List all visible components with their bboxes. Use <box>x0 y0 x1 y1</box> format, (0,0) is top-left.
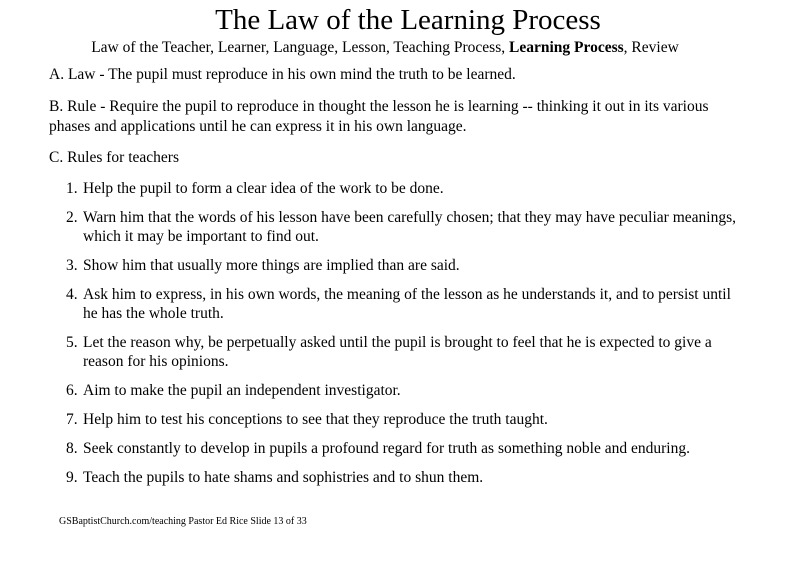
rule-text: Help him to test his conceptions to see that they reproduce the truth taught. <box>83 411 548 428</box>
rule-number: 4. <box>66 286 78 303</box>
lesson-navigation-before: Law of the Teacher, Learner, Language, Lesson, Teaching Process, <box>91 39 509 56</box>
rule-item <box>66 468 746 487</box>
rule-item <box>66 439 746 458</box>
rule-text: Let the reason why, be perpetually asked until the pupil is brought to feel that he is expected to give a reason for his opinions. <box>83 334 712 370</box>
rule-number: 2. <box>66 209 78 226</box>
rule-text: Warn him that the words of his lesson have been carefully chosen; that they may have peculiar meanings, which it may be important to find out. <box>83 209 736 245</box>
lesson-navigation <box>0 38 770 58</box>
slide-footer: GSBaptistChurch.com/teaching Pastor Ed Rice Slide 13 of 33 <box>59 516 307 527</box>
rule-number: 6. <box>66 382 78 399</box>
rule-statement: B. Rule - Require the pupil to reproduce in thought the lesson he is learning -- thinking it out in its various phases and applications until he can express it in his own language. <box>49 98 709 135</box>
rule-item <box>66 381 746 400</box>
rule-number: 8. <box>66 440 78 457</box>
rule-text: Help the pupil to form a clear idea of the work to be done. <box>83 180 444 197</box>
rule-text: Show him that usually more things are implied than are said. <box>83 257 460 274</box>
rule-item <box>66 256 746 275</box>
page-title: The Law of the Learning Process <box>215 4 601 36</box>
rule-text: Teach the pupils to hate shams and sophistries and to shun them. <box>83 469 484 486</box>
rules-heading: C. Rules for teachers <box>49 149 179 166</box>
rule-text: Seek constantly to develop in pupils a profound regard for truth as something noble and enduring. <box>83 440 690 457</box>
rule-item <box>66 285 746 323</box>
rule-text: Aim to make the pupil an independent investigator. <box>83 382 401 399</box>
law-statement: A. Law - The pupil must reproduce in his own mind the truth to be learned. <box>49 66 516 83</box>
rule-item <box>66 208 746 246</box>
rule-number: 1. <box>66 180 78 197</box>
rule-item <box>66 179 746 198</box>
lesson-navigation-current: Learning Process <box>509 39 624 56</box>
rules-list <box>66 179 746 497</box>
rule-number: 9. <box>66 469 78 486</box>
rule-item <box>66 410 746 429</box>
rule-number: 5. <box>66 334 78 351</box>
rule-item <box>66 333 746 371</box>
rule-number: 3. <box>66 257 78 274</box>
rule-text: Ask him to express, in his own words, the meaning of the lesson as he understands it, and to persist until he has the whole truth. <box>83 286 731 322</box>
rule-number: 7. <box>66 411 78 428</box>
lesson-navigation-after: , Review <box>623 39 679 56</box>
